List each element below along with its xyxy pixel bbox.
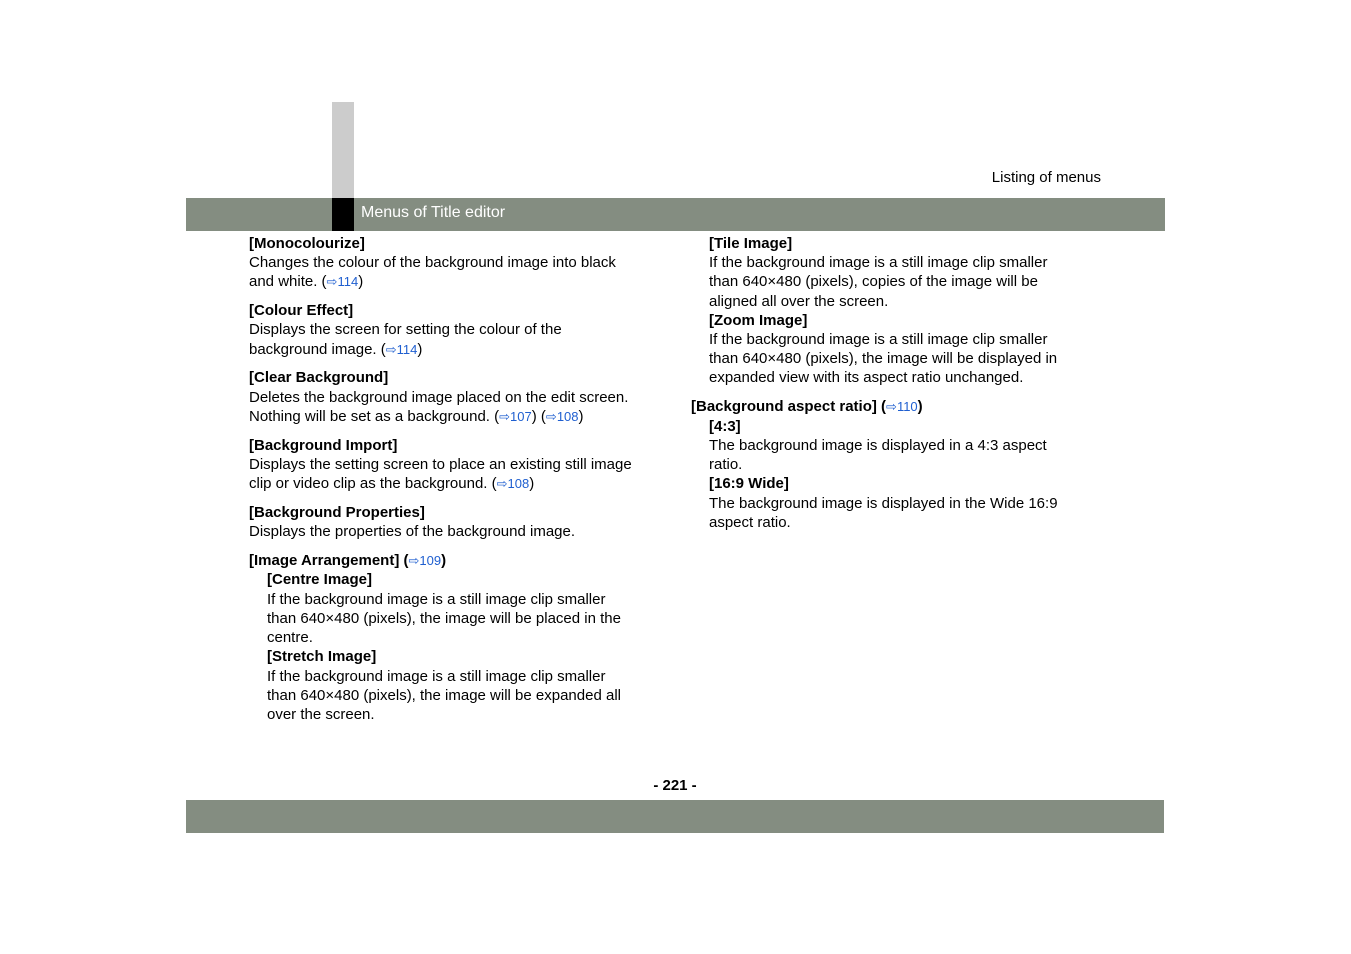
centre-image-text: If the background image is a still image clip smaller [267, 591, 606, 608]
zoom-image-text: than 640×480 (pixels), the image will be displayed in [709, 350, 1058, 367]
aspect-4-3-text: The background image is displayed in a 4:3 aspect [709, 437, 1047, 454]
footer-bar [186, 800, 1164, 833]
colour-effect-text: background image. (⇨114) [249, 341, 423, 358]
stretch-image-text: over the screen. [267, 706, 375, 723]
zoom-image-text: expanded view with its aspect ratio unchanged. [709, 369, 1024, 386]
clear-background-text: Deletes the background image placed on the edit screen. [249, 389, 629, 406]
running-head: Listing of menus [991, 169, 1101, 186]
monocolourize-text: Changes the colour of the background image into black [249, 254, 616, 271]
background-properties-heading: [Background Properties] [249, 504, 425, 521]
colour-effect-heading: [Colour Effect] [249, 302, 354, 319]
clear-background-text: Nothing will be set as a background. (⇨107) (⇨108) [249, 408, 584, 425]
centre-image-text: than 640×480 (pixels), the image will be placed in the [267, 610, 621, 627]
colour-effect-text: Displays the screen for setting the colour of the [249, 321, 562, 338]
stretch-image-text: than 640×480 (pixels), the image will be expanded all [267, 687, 621, 704]
background-import-text: clip or video clip as the background. (⇨108) [249, 475, 535, 492]
link-arrow-icon: ⇨ [545, 409, 557, 424]
page-link[interactable]: 114 [337, 274, 359, 289]
aspect-4-3-text: ratio. [709, 456, 743, 473]
background-import-text: Displays the setting screen to place an existing still image [249, 456, 632, 473]
background-properties-text: Displays the properties of the background image. [249, 523, 576, 540]
stretch-image-text: If the background image is a still image clip smaller [267, 668, 606, 685]
background-import-heading: [Background Import] [249, 437, 398, 454]
header-tab-black [332, 198, 354, 231]
section-title: Menus of Title editor [361, 204, 506, 221]
clear-background-heading: [Clear Background] [249, 369, 389, 386]
aspect-4-3-heading: [4:3] [709, 418, 741, 435]
tile-image-text: than 640×480 (pixels), copies of the image will be [709, 273, 1038, 290]
page-link[interactable]: 108 [556, 409, 579, 424]
page-number: - 221 - [653, 777, 697, 794]
stretch-image-heading: [Stretch Image] [267, 648, 377, 665]
monocolourize-text: and white. (⇨114) [249, 273, 364, 290]
page-link[interactable]: 107 [510, 409, 532, 424]
page-link[interactable]: 114 [396, 342, 418, 357]
image-arrangement-heading: [Image Arrangement] (⇨109) [249, 552, 447, 569]
centre-image-heading: [Centre Image] [267, 571, 373, 588]
tile-image-text: If the background image is a still image clip smaller [709, 254, 1048, 271]
page-link[interactable]: 109 [419, 553, 442, 568]
zoom-image-heading: [Zoom Image] [709, 312, 808, 329]
header-tab-gray [332, 102, 354, 198]
tile-image-text: aligned all over the screen. [709, 293, 889, 310]
zoom-image-text: If the background image is a still image clip smaller [709, 331, 1048, 348]
page-link[interactable]: 108 [507, 476, 530, 491]
link-arrow-icon: ⇨ [496, 476, 508, 491]
page-link[interactable]: 110 [896, 399, 918, 414]
link-arrow-icon: ⇨ [408, 553, 420, 568]
aspect-16-9-heading: [16:9 Wide] [709, 475, 789, 492]
background-aspect-ratio-heading: [Background aspect ratio] (⇨110) [691, 398, 923, 415]
aspect-16-9-text: aspect ratio. [709, 514, 791, 531]
link-arrow-icon: ⇨ [499, 409, 511, 424]
aspect-16-9-text: The background image is displayed in the Wide 16:9 [709, 495, 1058, 512]
link-arrow-icon: ⇨ [886, 399, 897, 414]
tile-image-heading: [Tile Image] [709, 235, 793, 252]
centre-image-text: centre. [267, 629, 313, 646]
link-arrow-icon: ⇨ [326, 274, 338, 289]
link-arrow-icon: ⇨ [385, 342, 397, 357]
monocolourize-heading: [Monocolourize] [249, 235, 365, 252]
